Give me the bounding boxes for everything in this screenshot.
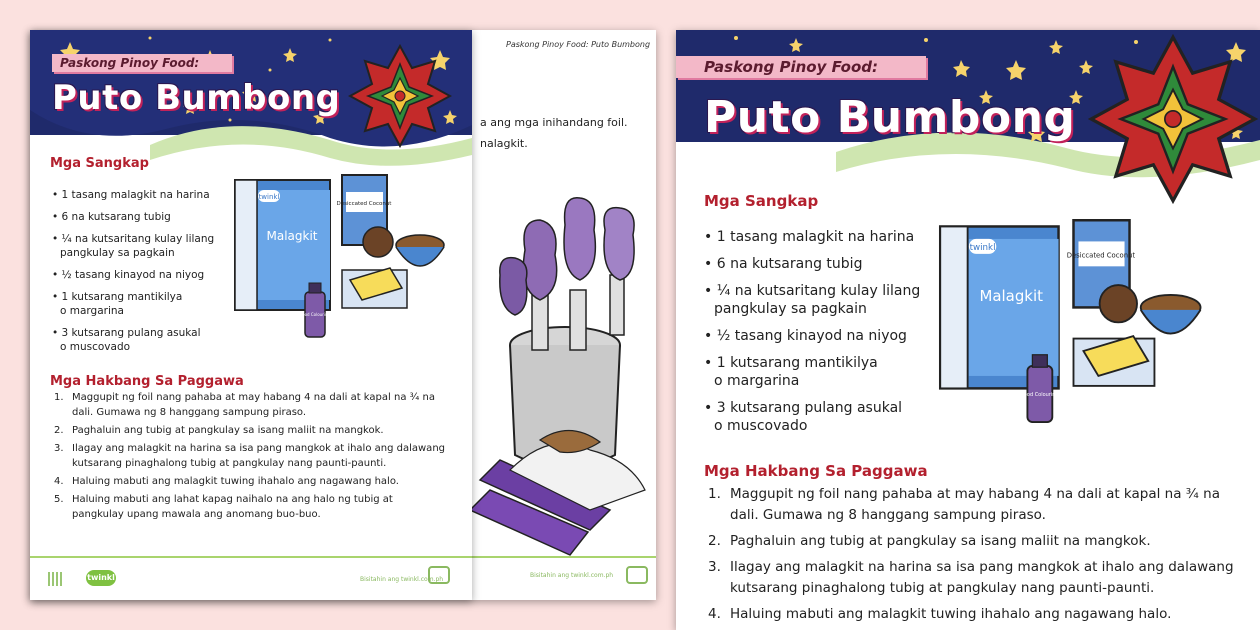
list-item: o margarina xyxy=(60,305,124,317)
back-footer-url: Bisitahin ang twinkl.com.ph xyxy=(530,572,614,579)
ingredients-illustration xyxy=(934,208,1208,438)
footer-badge-icon xyxy=(428,566,450,584)
worksheet-subtitle: Paskong Pinoy Food: xyxy=(676,56,926,78)
back-page-header: Paskong Pinoy Food: Puto Bumbong xyxy=(506,40,651,49)
food-colouring-label: Food Colouring xyxy=(299,312,331,317)
malagkit-package-label: Malagkit xyxy=(266,229,318,243)
list-item: pangkulay sa pagkain xyxy=(714,301,867,317)
front-footer-url: Bisitahin ang twinkl.com.ph xyxy=(360,576,444,583)
steps-list xyxy=(708,484,1234,625)
qr-code-icon xyxy=(48,572,62,586)
back-page-text-line: nalagkit. xyxy=(480,137,528,150)
worksheet-title: Puto Bumbong xyxy=(52,78,341,118)
puto-bumbong-steamer-illustration xyxy=(470,180,650,560)
front-page-footer xyxy=(30,556,472,600)
twinkl-brand-label: twinkl xyxy=(969,243,996,254)
worksheet-subtitle: Paskong Pinoy Food: xyxy=(52,54,232,72)
list-item: • 1 tasang malagkit na harina xyxy=(52,189,210,201)
twinkl-logo: twinkl xyxy=(86,570,116,586)
list-item: 2. Paghaluin ang tubig at pangkulay sa isang maliit na mangkok. xyxy=(708,533,1151,549)
list-item: • ¼ na kutsaritang kulay lilang xyxy=(704,283,921,299)
list-item: 5. Haluing mabuti ang lahat kapag naihalo na ang halo ng tubig at pangkulay upang mawala ang anomang buo-buo. xyxy=(54,494,393,520)
list-item: 4. Haluing mabuti ang malagkit tuwing ihahalo ang nagawang halo. xyxy=(708,606,1172,622)
ingredients-heading: Mga Sangkap xyxy=(704,192,819,210)
back-page-text-line: a ang mga inihandang foil. xyxy=(480,116,628,129)
list-item: 2. Paghaluin ang tubig at pangkulay sa isang maliit na mangkok. xyxy=(54,425,384,436)
coconut-package-label: Desiccated Coconut xyxy=(1066,251,1136,260)
steps-list xyxy=(54,390,445,522)
worksheet-title: Puto Bumbong xyxy=(704,92,1076,143)
list-item: 1. Maggupit ng foil nang pahaba at may habang 4 na dali at kapal na ¾ na dali. Gumawa ng 8 hanggang sampung piraso. xyxy=(708,486,1220,523)
ingredients-list xyxy=(52,188,214,354)
list-item: pangkulay sa pagkain xyxy=(60,247,175,259)
list-item: • 6 na kutsarang tubig xyxy=(704,256,863,272)
twinkl-brand-label: twinkl xyxy=(258,193,280,201)
list-item: o muscovado xyxy=(60,341,131,353)
ingredients-illustration xyxy=(230,170,450,345)
list-item: 3. Ilagay ang malagkit na harina sa isa pang mangkok at ihalo ang dalawang kutsarang pinaghalong tubig at pangkulay nang paunti-paunti. xyxy=(708,559,1234,596)
list-item: • 3 kutsarang pulang asukal xyxy=(52,327,201,339)
list-item: • 3 kutsarang pulang asukal xyxy=(704,400,903,416)
list-item: • 1 kutsarang mantikilya xyxy=(52,291,183,303)
list-item: • ½ tasang kinayod na niyog xyxy=(704,328,907,344)
parol-lantern-icon xyxy=(1088,34,1258,204)
ingredients-list xyxy=(704,228,920,435)
list-item: • ¼ na kutsaritang kulay lilang xyxy=(52,233,215,245)
footer-badge-icon xyxy=(626,566,648,584)
steps-heading: Mga Hakbang Sa Paggawa xyxy=(50,374,244,389)
list-item: • 1 kutsarang mantikilya xyxy=(704,355,878,371)
parol-lantern-icon xyxy=(348,44,452,148)
food-colouring-label: Food Colouring xyxy=(1021,391,1059,398)
list-item: 4. Haluing mabuti ang malagkit tuwing ihahalo ang nagawang halo. xyxy=(54,476,399,487)
list-item: • 6 na kutsarang tubig xyxy=(52,211,171,223)
coconut-package-label: Desiccated Coconut xyxy=(336,201,392,207)
list-item: • ½ tasang kinayod na niyog xyxy=(52,269,205,281)
list-item: o muscovado xyxy=(714,418,808,434)
list-item: • 1 tasang malagkit na harina xyxy=(704,229,915,245)
worksheet-zoomed-view xyxy=(676,30,1260,630)
worksheet-front-page xyxy=(30,30,472,600)
ingredients-heading: Mga Sangkap xyxy=(50,156,149,171)
steps-heading: Mga Hakbang Sa Paggawa xyxy=(704,462,928,480)
malagkit-package-label: Malagkit xyxy=(979,287,1043,306)
list-item: 3. Ilagay ang malagkit na harina sa isa pang mangkok at ihalo ang dalawang kutsarang pinaghalong tubig at pangkulay nang paunti-paunti. xyxy=(54,443,445,469)
list-item: 1. Maggupit ng foil nang pahaba at may habang 4 na dali at kapal na ¾ na dali. Gumawa ng 8 hanggang sampung piraso. xyxy=(54,392,435,418)
list-item: o margarina xyxy=(714,373,800,389)
